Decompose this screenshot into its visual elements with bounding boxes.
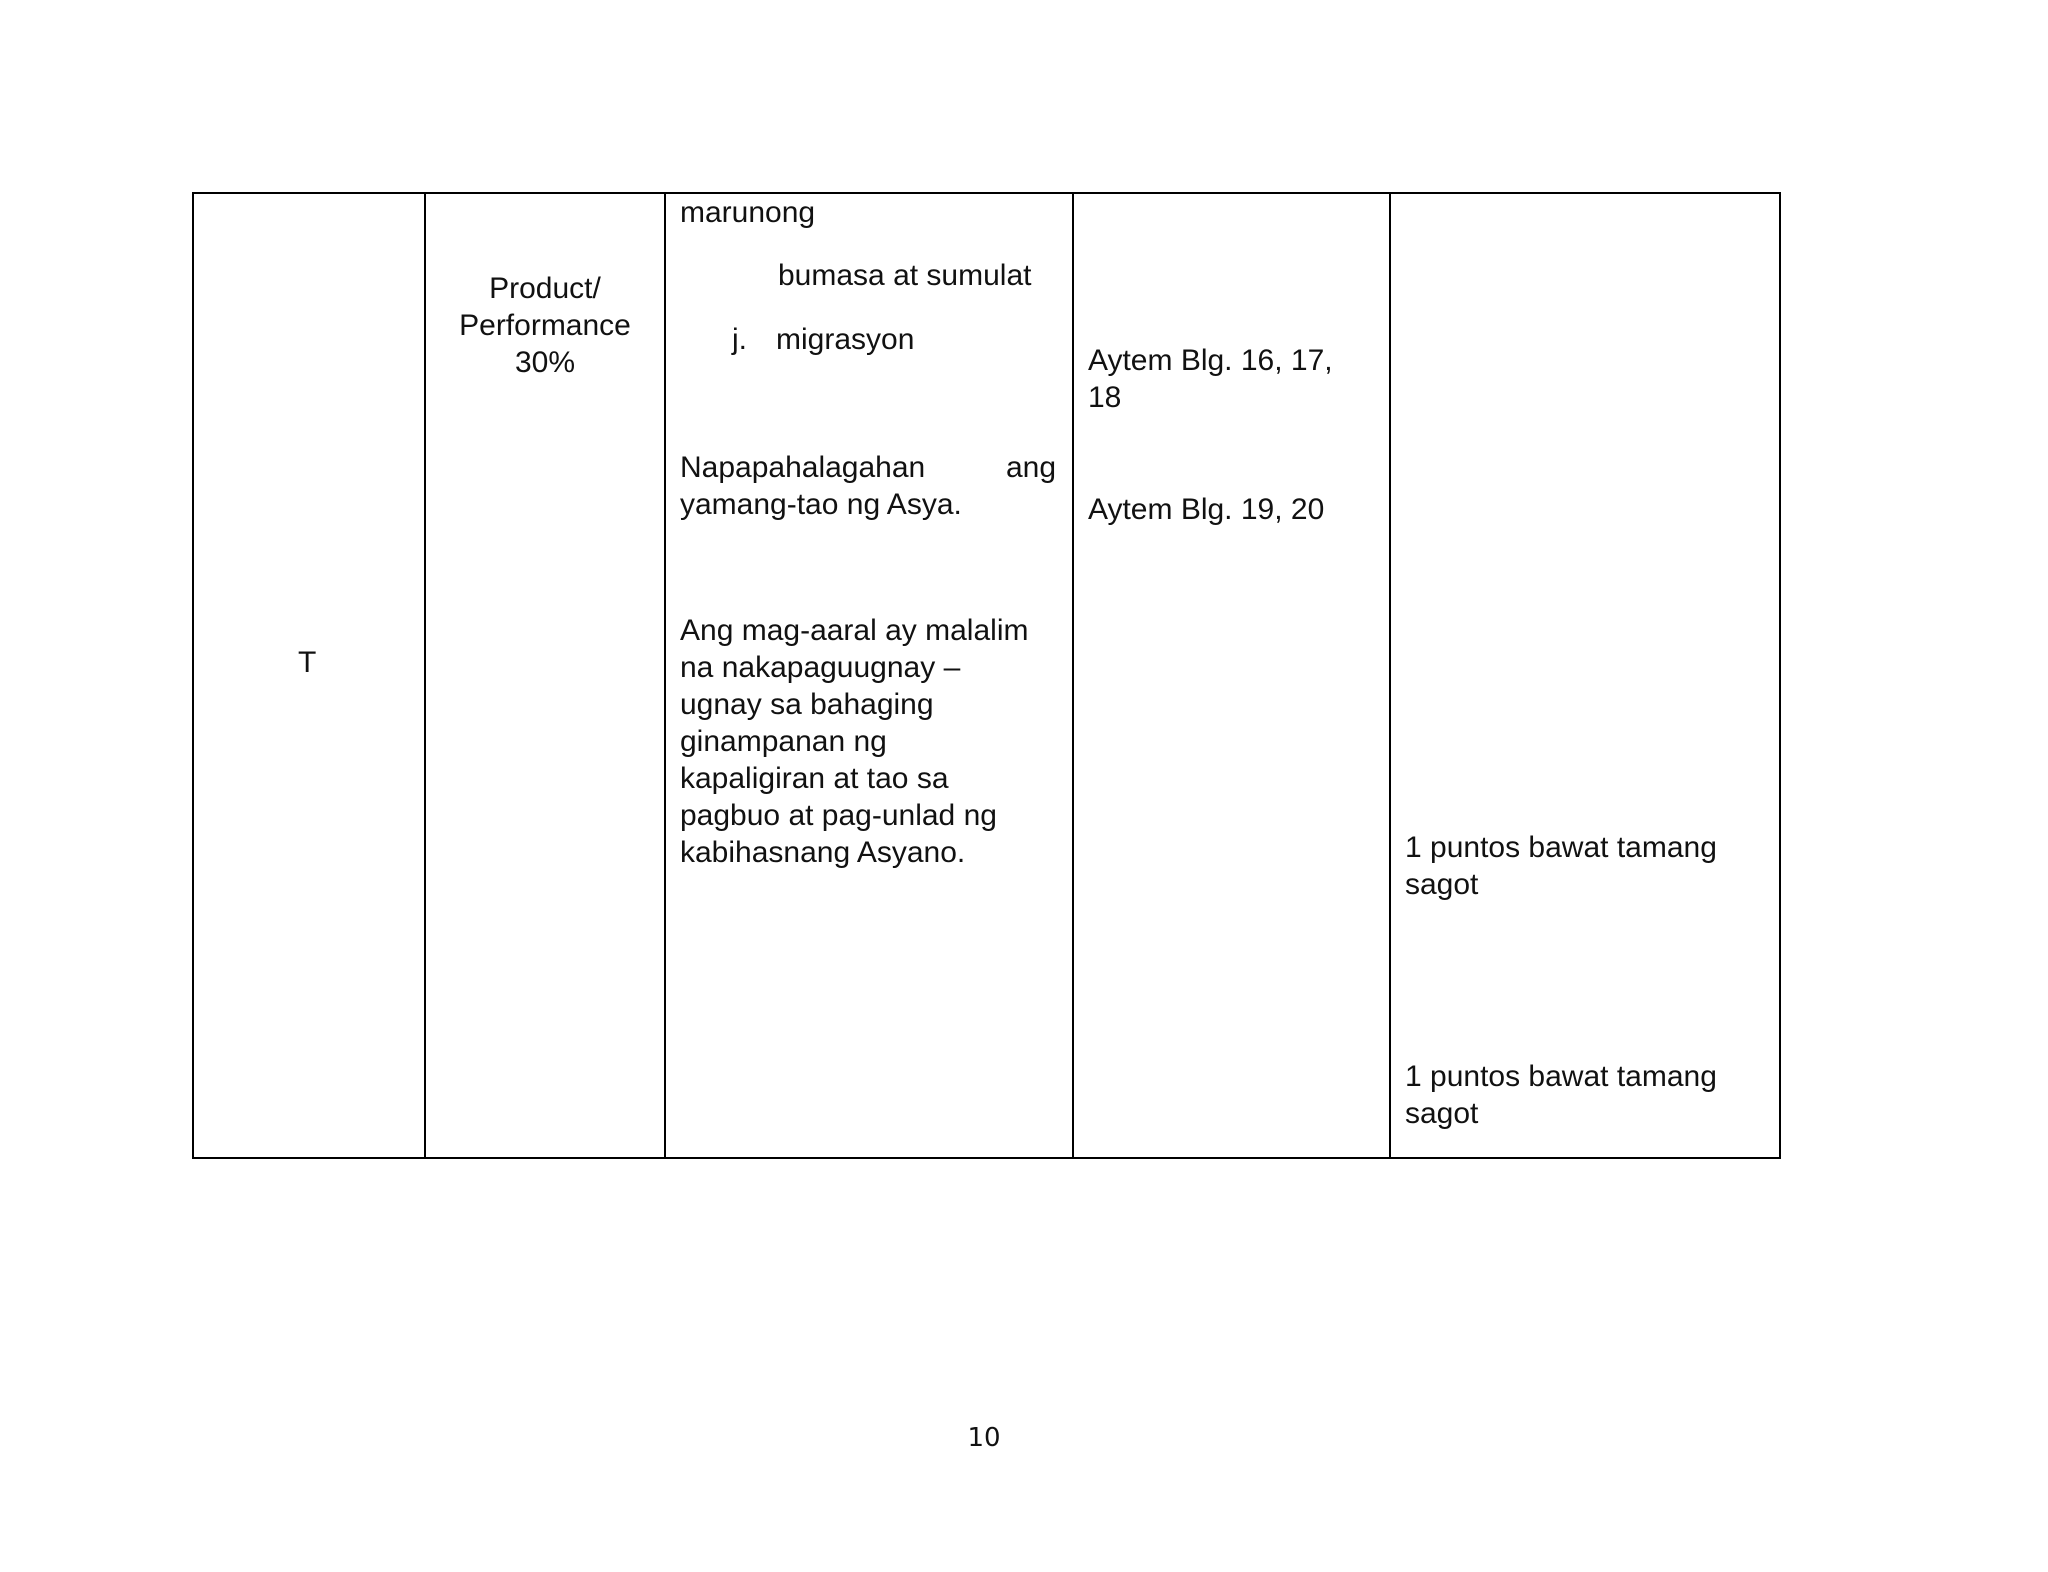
scoring-b-line-1: 1 puntos bawat tamang bbox=[1405, 1060, 1717, 1093]
objective-2-line-6: pagbuo at pag-unlad ng bbox=[680, 799, 997, 832]
items-b-line-1: Aytem Blg. 19, 20 bbox=[1088, 493, 1325, 526]
objective-1-line-2: yamang-tao ng Asya. bbox=[680, 488, 962, 521]
objective-2-line-4: ginampanan ng bbox=[680, 725, 887, 758]
type-line-1: Product/ bbox=[489, 272, 601, 305]
scoring-column bbox=[1391, 194, 1783, 1157]
objective-2-line-2: na nakapaguugnay – bbox=[680, 651, 961, 684]
competency-continued-2: bumasa at sumulat bbox=[778, 259, 1032, 292]
level-column bbox=[194, 194, 426, 1157]
type-line-3: 30% bbox=[514, 346, 576, 379]
level-cell: T bbox=[298, 646, 317, 679]
list-item-j: migrasyon bbox=[776, 323, 915, 356]
type-line-2: Performance bbox=[459, 309, 631, 342]
objective-2-line-7: kabihasnang Asyano. bbox=[680, 836, 966, 869]
scoring-a-line-2: sagot bbox=[1405, 868, 1479, 901]
type-column bbox=[426, 194, 666, 1157]
competency-column bbox=[666, 194, 1074, 1157]
competency-continued-1: marunong bbox=[680, 196, 816, 229]
page-number: 10 bbox=[967, 1423, 1001, 1453]
scoring-a-line-1: 1 puntos bawat tamang bbox=[1405, 831, 1717, 864]
objective-2-line-3: ugnay sa bahaging bbox=[680, 688, 934, 721]
list-marker-j: j. bbox=[732, 323, 747, 356]
scoring-b-line-2: sagot bbox=[1405, 1097, 1479, 1130]
items-a-line-2: 18 bbox=[1088, 381, 1122, 414]
objective-1-line-1b: ang bbox=[1006, 451, 1057, 484]
items-column bbox=[1074, 194, 1391, 1157]
items-a-line-1: Aytem Blg. 16, 17, bbox=[1088, 344, 1333, 377]
assessment-table bbox=[192, 192, 1781, 1159]
objective-2-line-5: kapaligiran at tao sa bbox=[680, 762, 949, 795]
objective-1-line-1a: Napapahalagahan bbox=[680, 451, 926, 484]
objective-2-line-1: Ang mag-aaral ay malalim bbox=[680, 614, 1029, 647]
